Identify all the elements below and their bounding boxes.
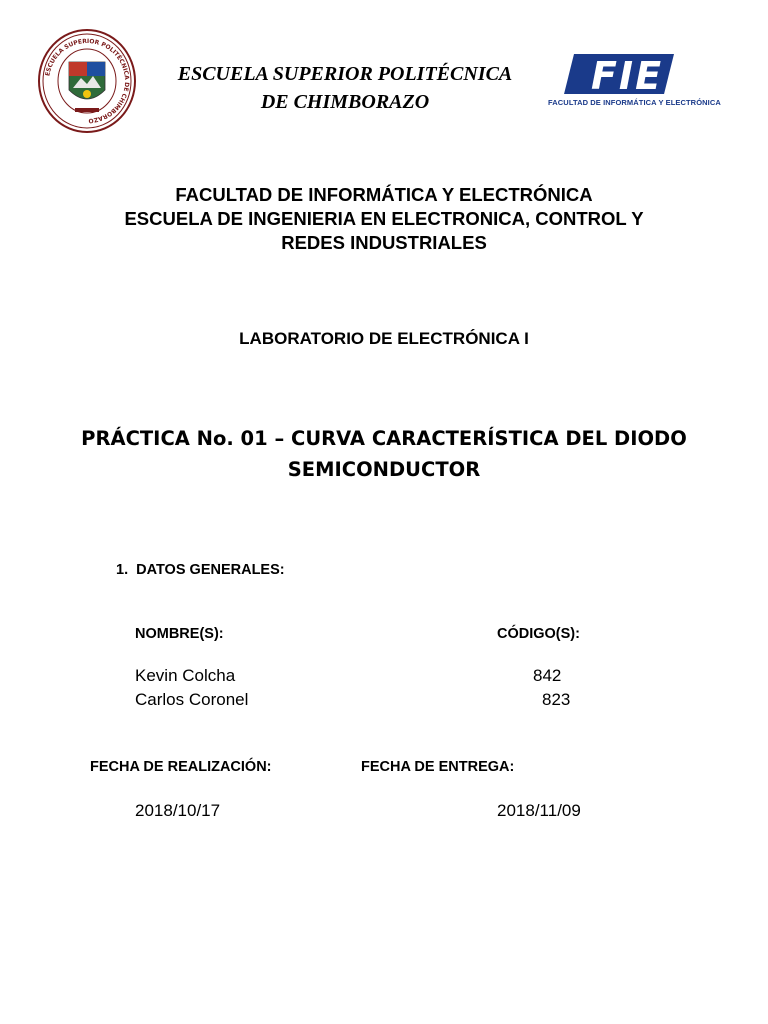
lab-title: LABORATORIO DE ELECTRÓNICA I	[239, 329, 529, 348]
faculty-line3: REDES INDUSTRIALES	[281, 232, 487, 253]
student-name: Carlos Coronel	[135, 690, 249, 709]
names-label: NOMBRE(S):	[135, 626, 224, 642]
institution-title-line2: DE CHIMBORAZO	[260, 91, 430, 113]
practice-title-line1: PRÁCTICA No. 01 – CURVA CARACTERÍSTICA DEL DIODO	[81, 427, 687, 450]
institution-seal	[37, 28, 137, 134]
practice-title	[0, 423, 768, 485]
section-number: 1.	[116, 562, 129, 578]
student-code: 842	[533, 666, 562, 685]
codes-label: CÓDIGO(S):	[497, 626, 580, 642]
student-name: Kevin Colcha	[135, 666, 236, 685]
faculty-line1: FACULTAD DE INFORMÁTICA Y ELECTRÓNICA	[175, 184, 593, 205]
faculty-block	[0, 183, 768, 255]
general-data-heading	[116, 562, 285, 578]
practice-title-line2: SEMICONDUCTOR	[287, 458, 481, 481]
student-code: 823	[542, 690, 571, 709]
faculty-line2: ESCUELA DE INGENIERIA EN ELECTRONICA, CONTROL Y	[124, 208, 644, 229]
delivery-date: 2018/11/09	[497, 801, 581, 820]
realization-date-label: FECHA DE REALIZACIÓN:	[90, 759, 272, 775]
fie-logo-caption: FACULTAD DE INFORMÁTICA Y ELECTRÓNICA	[548, 98, 721, 107]
institution-title	[150, 60, 540, 116]
seal-text: ESCUELA SUPERIOR POLITÉCNICA DE CHIMBORAZO	[44, 37, 131, 125]
fie-logo-text: FIE	[590, 54, 664, 98]
institution-title-line1: ESCUELA SUPERIOR POLITÉCNICA	[177, 63, 513, 85]
realization-date: 2018/10/17	[135, 801, 221, 820]
section-title: DATOS GENERALES:	[136, 562, 285, 578]
delivery-date-label: FECHA DE ENTREGA:	[361, 759, 515, 775]
